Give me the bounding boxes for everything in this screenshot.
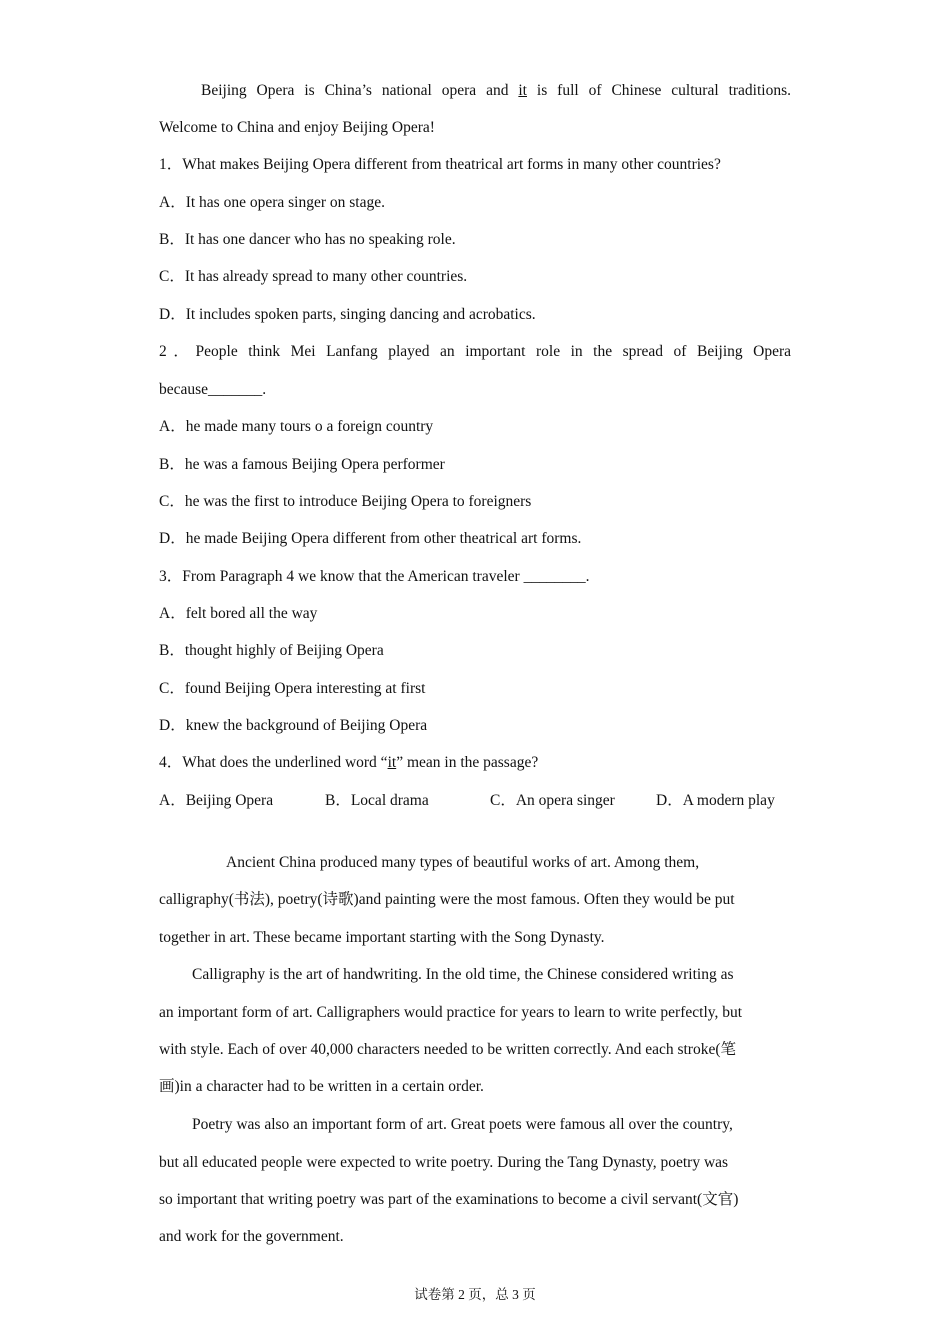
- question-3-option-a: A．felt bored all the way: [159, 605, 318, 622]
- question-4-options: [159, 791, 791, 811]
- passage2-p2-line4: 画)in a character had to be written in a certain order.: [159, 1078, 484, 1095]
- question-1-option-d: D．It includes spoken parts, singing dancing and acrobatics.: [159, 306, 536, 323]
- question-4-stem: 4．What does the underlined word “it” mean in the passage?: [159, 754, 539, 771]
- passage2-p2-line1: Calligraphy is the art of handwriting. In the old time, the Chinese considered writing as: [192, 966, 734, 983]
- question-4-option-d: D．A modern play: [656, 792, 775, 809]
- question-4-option-a: A．Beijing Opera: [159, 792, 274, 809]
- question-3-option-c: C．found Beijing Opera interesting at first: [159, 680, 426, 697]
- question-3-option-b: B．thought highly of Beijing Opera: [159, 642, 384, 659]
- passage2-p3-line3: so important that writing poetry was part of the examinations to become a civil servant(文官): [159, 1191, 739, 1208]
- question-2-option-a: A．he made many tours o a foreign country: [159, 418, 434, 435]
- question-1-option-a: A．It has one opera singer on stage.: [159, 194, 385, 211]
- passage2-p1-line1: Ancient China produced many types of beautiful works of art. Among them,: [226, 854, 700, 871]
- passage1-line2: Welcome to China and enjoy Beijing Opera!: [159, 119, 435, 136]
- passage2-p3-line4: and work for the government.: [159, 1228, 344, 1245]
- underlined-word-it: it: [518, 82, 527, 99]
- question-1-stem: 1．What makes Beijing Opera different from theatrical art forms in many other countries?: [159, 156, 721, 173]
- question-3-option-d: D．knew the background of Beijing Opera: [159, 717, 428, 734]
- question-2-option-c: C．he was the first to introduce Beijing Opera to foreigners: [159, 493, 532, 510]
- passage2-p1-line3: together in art. These became important starting with the Song Dynasty.: [159, 929, 605, 946]
- passage2-p2-line3: with style. Each of over 40,000 characters needed to be written correctly. And each stroke(笔: [159, 1041, 737, 1058]
- question-2-option-d: D．he made Beijing Opera different from other theatrical art forms.: [159, 530, 582, 547]
- question-1-option-b: B．It has one dancer who has no speaking role.: [159, 231, 456, 248]
- passage2-p2-line2: an important form of art. Calligraphers would practice for years to learn to write perfectly, but: [159, 1004, 743, 1021]
- passage1-line1: Beijing Opera is China’s national opera and it is full of Chinese cultural traditions.: [201, 82, 791, 99]
- question-1-option-c: C．It has already spread to many other countries.: [159, 268, 468, 285]
- question-3-stem: 3．From Paragraph 4 we know that the American traveler ________.: [159, 568, 590, 585]
- question-2-option-b: B．he was a famous Beijing Opera performer: [159, 456, 445, 473]
- underlined-word-it-ref: it: [387, 754, 397, 771]
- question-4-option-c: C．An opera singer: [490, 792, 615, 809]
- page-footer: 试卷第 2 页，总 3 页: [414, 1287, 536, 1302]
- question-2-stem-line1: 2．People think Mei Lanfang played an important role in the spread of Beijing Opera: [159, 343, 791, 360]
- question-2-stem-line2: because_______.: [159, 381, 267, 398]
- passage2-p1-line2: calligraphy(书法), poetry(诗歌)and painting were the most famous. Often they would be put: [159, 891, 735, 908]
- question-4-option-b: B．Local drama: [325, 792, 429, 809]
- passage2-p3-line2: but all educated people were expected to write poetry. During the Tang Dynasty, poetry was: [159, 1154, 729, 1171]
- passage2-p3-line1: Poetry was also an important form of art. Great poets were famous all over the country,: [192, 1116, 733, 1133]
